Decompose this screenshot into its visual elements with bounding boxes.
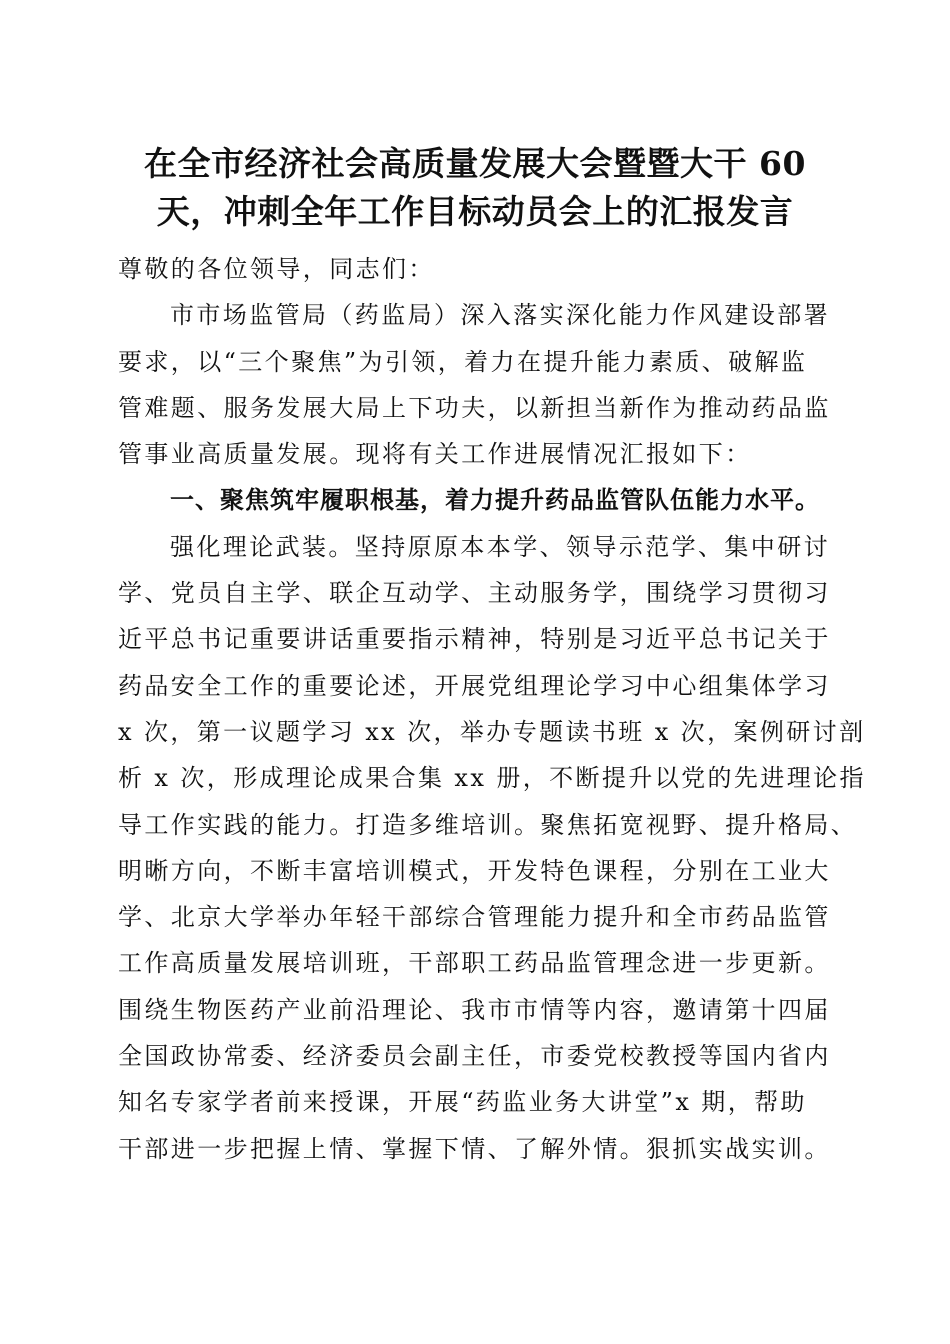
paragraph-line: 学、北京大学举办年轻干部综合管理能力提升和全市药品监管 bbox=[118, 903, 831, 932]
paragraph-line: 围绕生物医药产业前沿理论、我市市情等内容，邀请第十四届 bbox=[118, 995, 831, 1024]
paragraph-line: 全国政协常委、经济委员会副主任，市委党校教授等国内省内 bbox=[118, 1042, 831, 1071]
paragraph-line: 明晰方向，不断丰富培训模式，开发特色课程，分别在工业大 bbox=[118, 856, 831, 885]
title-line-2: 天，冲刺全年工作目标动员会上的汇报发言 bbox=[156, 192, 794, 231]
paragraph-line: 干部进一步把握上情、掌握下情、了解外情。狠抓实战实训。 bbox=[118, 1134, 831, 1163]
paragraph-line: 市市场监管局（药监局）深入落实深化能力作风建设部署 bbox=[170, 301, 830, 330]
title-line-1: 在全市经济社会高质量发展大会暨暨大干 60 bbox=[144, 144, 806, 183]
document-title bbox=[80, 140, 870, 236]
document-body bbox=[118, 246, 866, 1172]
paragraph-line: 学、党员自主学、联企互动学、主动服务学，围绕学习贯彻习 bbox=[118, 579, 831, 608]
paragraph-line: 导工作实践的能力。打造多维培训。聚焦拓宽视野、提升格局、 bbox=[118, 810, 858, 839]
paragraph-line: 工作高质量发展培训班，干部职工药品监管理念进一步更新。 bbox=[118, 949, 831, 978]
paragraph-line: 管难题、服务发展大局上下功夫，以新担当新作为推动药品监 bbox=[118, 393, 831, 422]
paragraph-line: x 次，第一议题学习 xx 次，举办专题读书班 x 次，案例研讨剖 bbox=[118, 717, 866, 746]
paragraph-line: 知名专家学者前来授课，开展“药监业务大讲堂”x 期，帮助 bbox=[118, 1088, 807, 1117]
paragraph-line: 近平总书记重要讲话重要指示精神，特别是习近平总书记关于 bbox=[118, 625, 831, 654]
section-heading: 一、聚焦筑牢履职根基，着力提升药品监管队伍能力水平。 bbox=[170, 486, 820, 515]
paragraph-line: 析 x 次，形成理论成果合集 xx 册，不断提升以党的先进理论指 bbox=[118, 764, 866, 793]
salutation: 尊敬的各位领导，同志们： bbox=[118, 255, 435, 283]
paragraph-line: 药品安全工作的重要论述，开展党组理论学习中心组集体学习 bbox=[118, 671, 831, 700]
paragraph-line: 强化理论武装。坚持原原本本学、领导示范学、集中研讨 bbox=[170, 532, 830, 561]
paragraph-line: 管事业高质量发展。现将有关工作进展情况汇报如下： bbox=[118, 440, 752, 469]
paragraph-line: 要求，以“三个聚焦”为引领，着力在提升能力素质、破解监 bbox=[118, 347, 808, 376]
